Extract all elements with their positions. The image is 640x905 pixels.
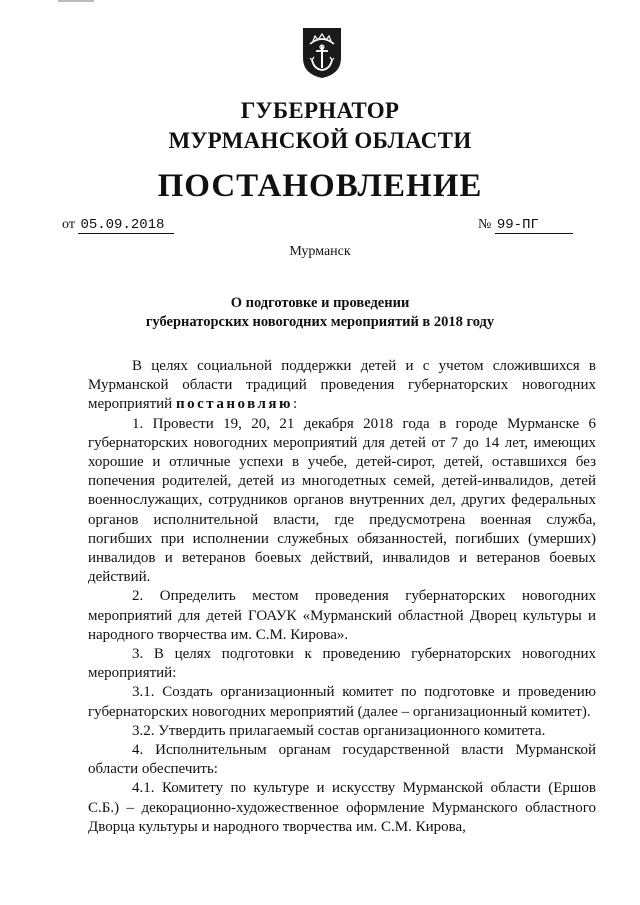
body-paragraph: 3.2. Утвердить прилагаемый состав организационного комитета. — [132, 722, 546, 739]
body-paragraph: 3. В целях подготовки к проведению губернаторских новогодних мероприятий: — [88, 646, 596, 682]
intro-paragraph — [88, 357, 596, 415]
body-paragraph: 1. Провести 19, 20, 21 декабря 2018 года в городе Мурманске 6 губернаторских новогодних мероприятий для детей от 7 до 14 лет, имеющих хорошие и отличные успехи в учебе, детей-сирот, детей, оставшихся без попечения родителей, детей из многодетных семей, детей-инвалидов, детей военнослужащих, сотрудников органов внутренних дел, других федеральных органов исполнительной власти, где предусмотрена военная служба, погибших при исполнении служебных обязанностей, погибших (умерших) инвалидов и ветеранов боевых действий, инвалидов и ветеранов боевых действий. — [88, 415, 596, 586]
body-paragraph: 2. Определить местом проведения губернаторских новогодних мероприятий для детей ГОАУК «Мурманский областной Дворец культуры и народного творчества им. С.М. Кирова». — [88, 588, 596, 643]
subject-line-1: О подготовке и проведении — [230, 295, 410, 311]
scan-mark — [58, 0, 94, 2]
document-type-title: ПОСТАНОВЛЕНИЕ — [157, 168, 483, 204]
date-prefix: от — [62, 217, 75, 232]
subject-line-2: губернаторских новогодних мероприятий в 2018 году — [145, 314, 495, 330]
number-value: 99-ПГ — [495, 217, 573, 234]
document-body — [88, 357, 596, 837]
intro-text: В целях социальной поддержки детей и с учетом сложившихся в Мурманской области традиций проведения губернаторских новогодних мероприятий — [88, 358, 596, 413]
authority-line-1: ГУБЕРНАТОР — [240, 98, 400, 123]
document-number — [478, 217, 573, 234]
decree-word: постановляю — [175, 396, 293, 413]
document-subject — [0, 294, 640, 332]
body-paragraph: 3.1. Создать организационный комитет по подготовке и проведению губернаторских новогодних мероприятий (далее – организационный комитет). — [88, 684, 596, 720]
body-paragraph: 4.1. Комитету по культуре и искусству Мурманской области (Ершов С.Б.) – декорационно-художественное оформление Мурманского областного Дворца культуры и народного творчества им. С.М. Кирова, — [88, 780, 596, 835]
authority-line-2: МУРМАНСКОЙ ОБЛАСТИ — [168, 128, 472, 153]
city-name: Мурманск — [289, 244, 351, 259]
number-prefix: № — [478, 217, 492, 232]
decree-suffix: : — [293, 396, 298, 413]
body-paragraph: 4. Исполнительным органам государственной власти Мурманской области обеспечить: — [88, 742, 596, 778]
regional-coat-of-arms-icon — [300, 24, 344, 80]
issuing-authority — [0, 96, 640, 156]
date-value: 05.09.2018 — [78, 217, 174, 234]
document-date — [62, 217, 174, 234]
